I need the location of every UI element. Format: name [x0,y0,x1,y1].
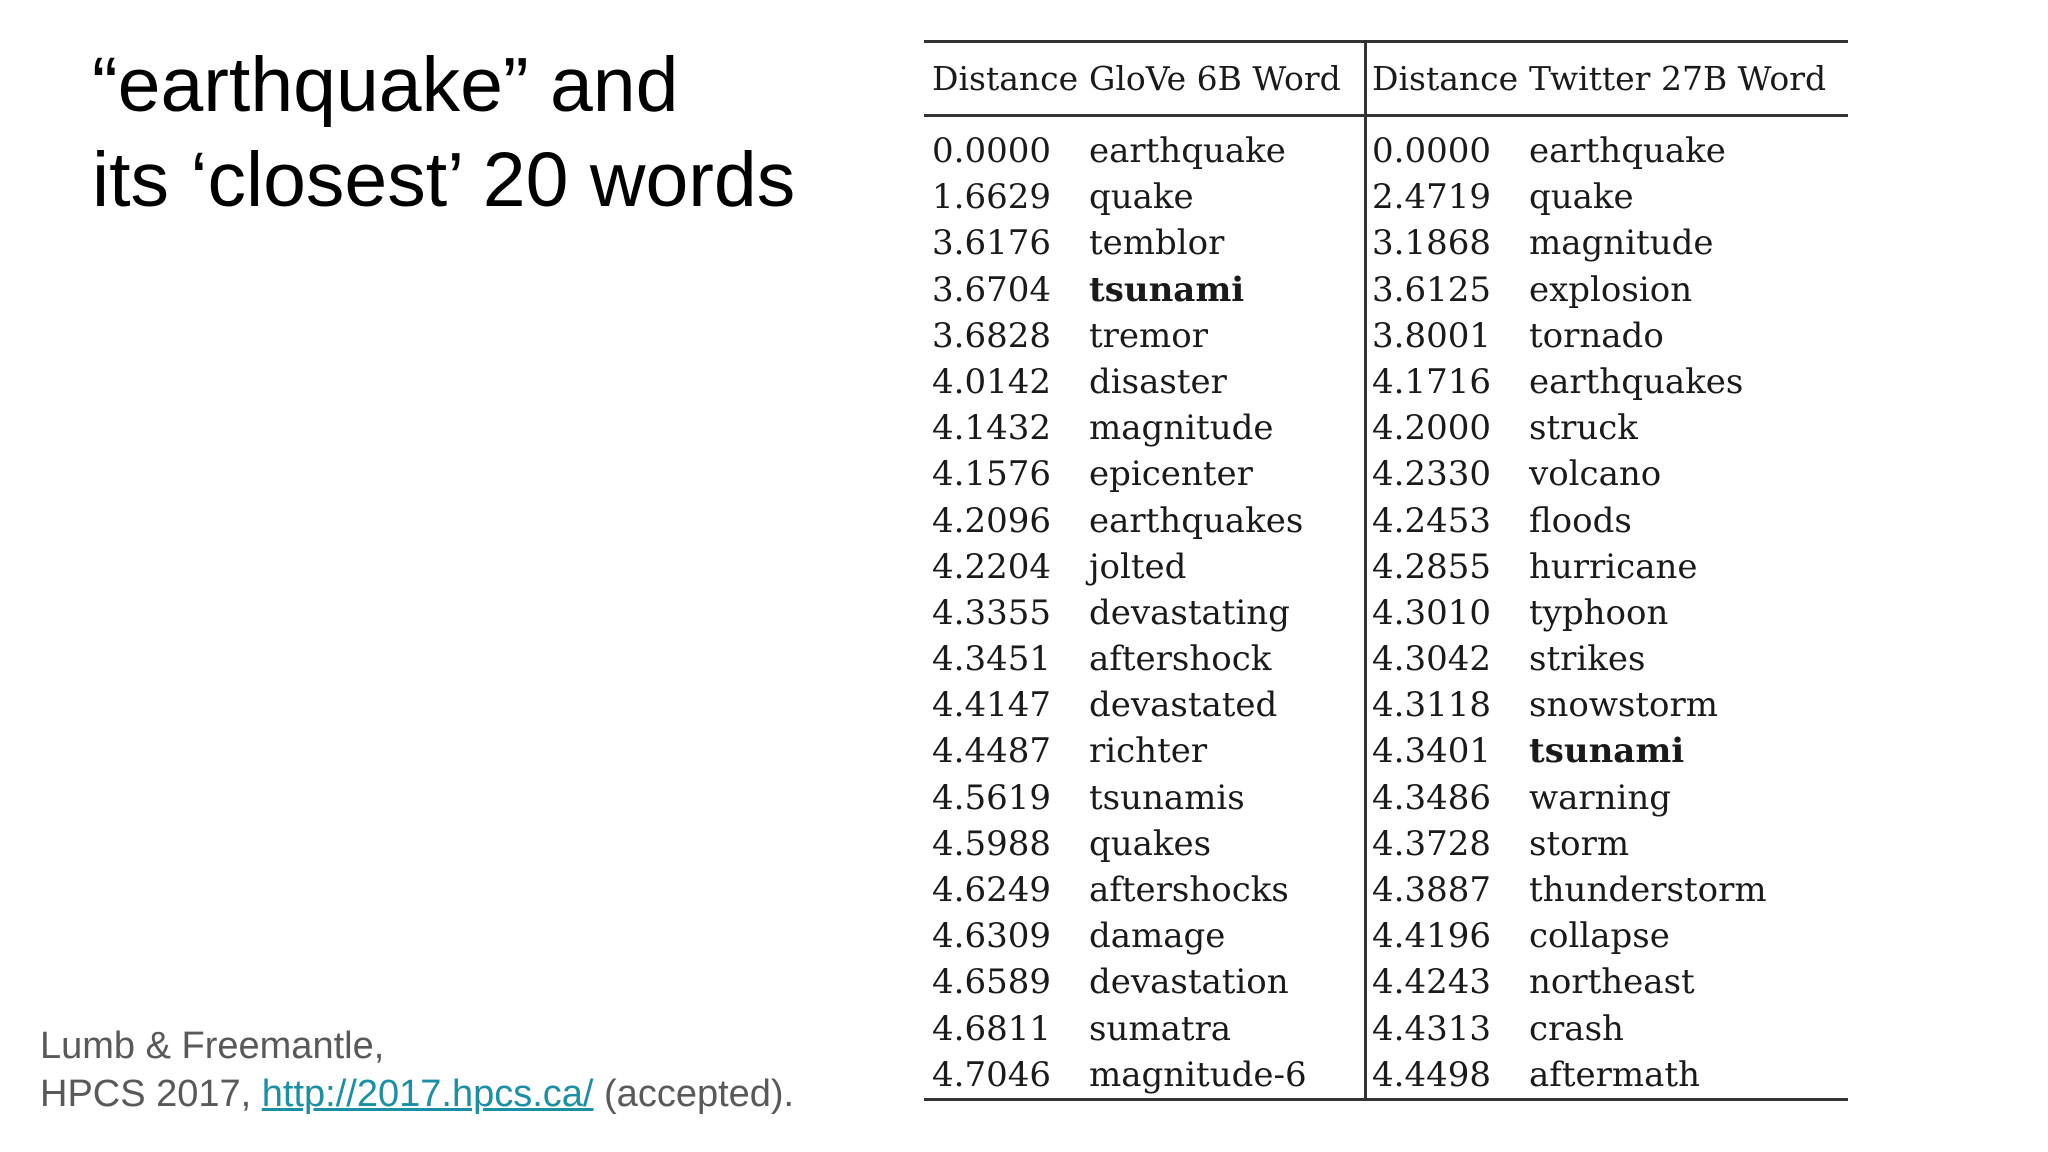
twitter-distance-cell: 0.0000 [1372,131,1491,171]
twitter-distance-cell: 3.8001 [1372,315,1491,356]
twitter-word-cell: explosion [1529,269,1693,310]
glove-distance-cell: 4.6309 [932,916,1051,957]
table-body [924,128,1848,1098]
twitter-word-cell: typhoon [1529,592,1669,633]
twitter-word-cell: strikes [1529,639,1646,680]
twitter-distance-cell: 3.1868 [1372,223,1491,264]
twitter-word-cell: volcano [1529,454,1662,495]
header-left-distance: Distance [932,59,1079,98]
table-header-rule [924,114,1848,117]
twitter-word-cell: hurricane [1529,546,1698,587]
twitter-distance-cell: 2.4719 [1372,177,1491,218]
table-row [924,359,1848,405]
glove-word-cell: devastating [1089,592,1290,633]
twitter-distance-cell: 4.2000 [1372,408,1491,449]
citation-link[interactable]: http://2017.hpcs.ca/ [261,1073,594,1115]
twitter-distance-cell: 4.2855 [1372,546,1491,587]
table-row [924,728,1848,774]
twitter-word-cell: struck [1529,408,1638,449]
twitter-distance-cell: 4.2453 [1372,500,1491,541]
glove-distance-cell: 3.6704 [932,269,1051,310]
twitter-word-cell: tsunami [1529,731,1685,772]
glove-word-cell: aftershocks [1089,870,1289,910]
glove-distance-cell: 4.6249 [932,870,1051,910]
table-row [924,636,1848,682]
glove-distance-cell: 3.6176 [932,223,1051,264]
glove-distance-cell: 4.2096 [932,500,1051,541]
glove-word-cell: devastation [1089,962,1289,1003]
citation [40,1022,794,1118]
table-row [924,405,1848,451]
twitter-word-cell: northeast [1529,962,1695,1003]
twitter-word-cell: storm [1529,823,1630,864]
twitter-distance-cell: 4.4196 [1372,916,1491,957]
glove-distance-cell: 4.2204 [932,546,1051,587]
glove-distance-cell: 1.6629 [932,177,1051,218]
twitter-word-cell: crash [1529,1008,1624,1049]
table-row [924,451,1848,497]
table-bottom-rule [924,1098,1848,1101]
glove-word-cell: aftershock [1089,639,1272,680]
table-row [924,867,1848,913]
twitter-distance-cell: 4.3401 [1372,731,1491,772]
glove-distance-cell: 3.6828 [932,315,1051,356]
glove-word-cell: earthquakes [1089,500,1304,541]
glove-word-cell: sumatra [1089,1008,1232,1049]
twitter-distance-cell: 3.6125 [1372,269,1491,310]
table-row [924,821,1848,867]
citation-status: (accepted). [593,1073,795,1115]
glove-word-cell: magnitude [1089,408,1274,449]
glove-word-cell: epicenter [1089,454,1253,495]
glove-distance-cell: 4.3451 [932,639,1051,680]
citation-venue: HPCS 2017, [40,1073,262,1115]
glove-distance-cell: 4.6811 [932,1008,1051,1049]
table-row [924,128,1848,174]
glove-distance-cell: 4.1432 [932,408,1051,449]
glove-word-cell: tremor [1089,315,1208,356]
glove-word-cell: tsunamis [1089,777,1245,818]
twitter-word-cell: earthquakes [1529,361,1744,402]
glove-distance-cell: 4.1576 [932,454,1051,495]
twitter-word-cell: thunderstorm [1529,870,1767,910]
slide-title-line-2: its ‘closest’ 20 words [92,137,796,223]
twitter-distance-cell: 4.4313 [1372,1008,1491,1049]
table-top-rule [924,40,1848,43]
twitter-word-cell: aftermath [1529,1054,1700,1095]
table-row [924,913,1848,959]
glove-distance-cell: 4.5619 [932,777,1051,818]
table-row [924,959,1848,1005]
twitter-word-cell: snowstorm [1529,685,1718,726]
twitter-distance-cell: 4.3042 [1372,639,1491,680]
header-right-word: Twitter 27B Word [1529,59,1827,98]
twitter-word-cell: warning [1529,777,1672,818]
glove-distance-cell: 4.4147 [932,685,1051,726]
glove-word-cell: damage [1089,916,1226,957]
glove-distance-cell: 4.5988 [932,823,1051,864]
glove-distance-cell: 4.0142 [932,361,1051,402]
twitter-word-cell: earthquake [1529,131,1726,171]
table-row [924,1052,1848,1098]
twitter-distance-cell: 4.3728 [1372,823,1491,864]
table-row [924,313,1848,359]
table-row [924,1006,1848,1052]
twitter-distance-cell: 4.4498 [1372,1054,1491,1095]
glove-word-cell: quake [1089,177,1194,218]
table-row [924,544,1848,590]
glove-word-cell: devastated [1089,685,1278,726]
table-row [924,267,1848,313]
twitter-word-cell: collapse [1529,916,1670,957]
twitter-word-cell: tornado [1529,315,1664,356]
twitter-distance-cell: 4.1716 [1372,361,1491,402]
slide-title-line-1: “earthquake” and [92,42,679,128]
table-header-row [924,54,1848,104]
header-right-distance: Distance [1372,59,1519,98]
citation-authors: Lumb & Freemantle, [40,1025,385,1067]
glove-distance-cell: 4.3355 [932,592,1051,633]
twitter-distance-cell: 4.3010 [1372,592,1491,633]
table-row [924,682,1848,728]
glove-word-cell: disaster [1089,361,1227,402]
glove-word-cell: earthquake [1089,131,1286,171]
table-row [924,590,1848,636]
glove-word-cell: quakes [1089,823,1212,864]
twitter-distance-cell: 4.4243 [1372,962,1491,1003]
glove-distance-cell: 4.6589 [932,962,1051,1003]
table-row [924,498,1848,544]
glove-distance-cell: 0.0000 [932,131,1051,171]
table-row [924,174,1848,220]
slide-title [92,38,852,228]
twitter-distance-cell: 4.3887 [1372,870,1491,910]
twitter-distance-cell: 4.2330 [1372,454,1491,495]
glove-distance-cell: 4.7046 [932,1054,1051,1095]
header-left-word: GloVe 6B Word [1089,59,1341,98]
twitter-distance-cell: 4.3118 [1372,685,1491,726]
table-row [924,220,1848,266]
table-row [924,775,1848,821]
twitter-word-cell: quake [1529,177,1634,218]
glove-word-cell: temblor [1089,223,1225,264]
glove-word-cell: tsunami [1089,269,1245,310]
twitter-distance-cell: 4.3486 [1372,777,1491,818]
glove-distance-cell: 4.4487 [932,731,1051,772]
glove-word-cell: magnitude-6 [1089,1054,1307,1095]
glove-word-cell: jolted [1089,546,1187,587]
twitter-word-cell: magnitude [1529,223,1714,264]
twitter-word-cell: floods [1529,500,1632,541]
glove-word-cell: richter [1089,731,1208,772]
